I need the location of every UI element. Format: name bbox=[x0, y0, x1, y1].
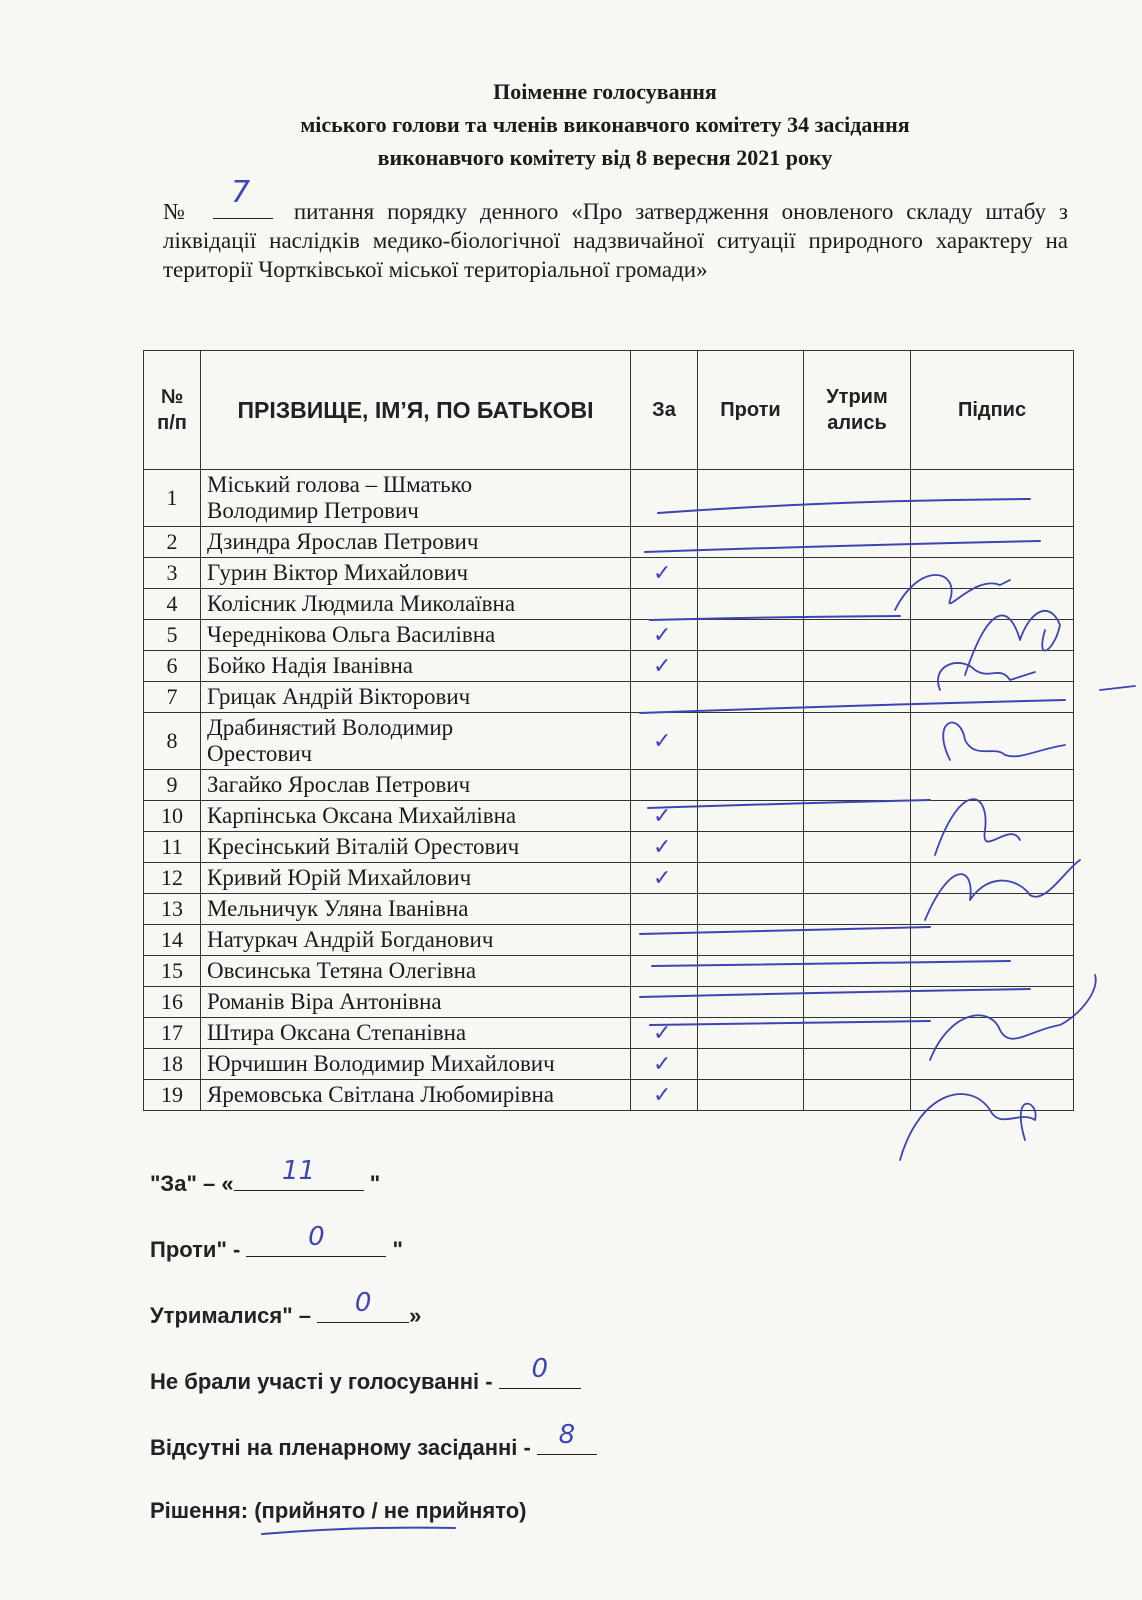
header-for: За bbox=[631, 351, 698, 470]
row-signature-cell bbox=[911, 801, 1074, 832]
row-abstained-cell bbox=[804, 1049, 911, 1080]
check-mark bbox=[631, 685, 653, 710]
row-abstained-cell bbox=[804, 620, 911, 651]
row-signature-cell bbox=[911, 713, 1074, 770]
row-num: 5 bbox=[144, 620, 201, 651]
row-abstained-cell bbox=[804, 801, 911, 832]
row-against-cell bbox=[698, 527, 804, 558]
row-name: Юрчишин Володимир Михайлович bbox=[201, 1049, 631, 1080]
row-num: 6 bbox=[144, 651, 201, 682]
check-mark bbox=[631, 928, 653, 953]
row-abstained-cell bbox=[804, 589, 911, 620]
row-abstained-cell bbox=[804, 558, 911, 589]
table-row bbox=[144, 620, 1074, 651]
row-signature-cell bbox=[911, 558, 1074, 589]
row-name: Овсинська Тетяна Олегівна bbox=[201, 956, 631, 987]
table-row bbox=[144, 682, 1074, 713]
check-mark bbox=[631, 897, 653, 922]
row-name: Череднікова Ольга Василівна bbox=[201, 620, 631, 651]
row-abstained-cell bbox=[804, 527, 911, 558]
row-against-cell bbox=[698, 987, 804, 1018]
row-for-cell bbox=[631, 558, 698, 589]
row-signature-cell bbox=[911, 470, 1074, 527]
row-for-cell bbox=[631, 863, 698, 894]
row-for-cell bbox=[631, 651, 698, 682]
question-number-field bbox=[213, 175, 273, 219]
row-against-cell bbox=[698, 863, 804, 894]
table-row bbox=[144, 1018, 1074, 1049]
row-num: 16 bbox=[144, 987, 201, 1018]
check-mark bbox=[631, 486, 653, 511]
row-for-cell bbox=[631, 925, 698, 956]
row-name-line-2: Володимир Петрович bbox=[207, 498, 419, 523]
check-mark: ✓ bbox=[653, 1021, 672, 1046]
row-for-cell bbox=[631, 682, 698, 713]
check-mark: ✓ bbox=[653, 804, 672, 829]
row-for-cell bbox=[631, 1049, 698, 1080]
row-name-line-1: Міський голова – Шматько bbox=[207, 472, 473, 497]
summary-for-value: 11 bbox=[282, 1156, 316, 1186]
agenda-question bbox=[163, 175, 1068, 284]
header-signature: Підпис bbox=[911, 351, 1074, 470]
row-signature-cell bbox=[911, 925, 1074, 956]
row-num: 19 bbox=[144, 1080, 201, 1111]
margin-dash bbox=[1100, 686, 1135, 690]
row-name: Мельничук Уляна Іванівна bbox=[201, 894, 631, 925]
row-abstained-cell bbox=[804, 863, 911, 894]
summary-against-value: 0 bbox=[308, 1222, 325, 1252]
row-abstained-cell bbox=[804, 832, 911, 863]
row-for-cell bbox=[631, 1018, 698, 1049]
row-abstained-cell bbox=[804, 1080, 911, 1111]
summary-decision-label: Рішення: (прийнято / не прийнято) bbox=[150, 1498, 527, 1523]
row-abstained-cell bbox=[804, 713, 911, 770]
row-signature-cell bbox=[911, 863, 1074, 894]
summary-abstained-field bbox=[317, 1288, 409, 1323]
row-against-cell bbox=[698, 894, 804, 925]
row-signature-cell bbox=[911, 1018, 1074, 1049]
row-signature-cell bbox=[911, 651, 1074, 682]
row-against-cell bbox=[698, 956, 804, 987]
row-signature-cell bbox=[911, 956, 1074, 987]
row-name: Яремовська Світлана Любомирівна bbox=[201, 1080, 631, 1111]
row-against-cell bbox=[698, 682, 804, 713]
check-mark: ✓ bbox=[653, 1052, 672, 1077]
table-row bbox=[144, 1080, 1074, 1111]
summary-against-close: " bbox=[386, 1237, 403, 1262]
row-abstained-cell bbox=[804, 956, 911, 987]
row-name bbox=[201, 470, 631, 527]
row-against-cell bbox=[698, 1018, 804, 1049]
row-signature-cell bbox=[911, 589, 1074, 620]
table-row bbox=[144, 863, 1074, 894]
row-num: 12 bbox=[144, 863, 201, 894]
row-signature-cell bbox=[911, 770, 1074, 801]
summary-for-field bbox=[234, 1156, 364, 1191]
row-against-cell bbox=[698, 770, 804, 801]
table-row bbox=[144, 713, 1074, 770]
summary-abstained-label: Утрималися" – bbox=[150, 1303, 318, 1328]
row-abstained-cell bbox=[804, 682, 911, 713]
table-row bbox=[144, 527, 1074, 558]
check-mark: ✓ bbox=[653, 561, 672, 586]
row-num: 8 bbox=[144, 713, 201, 770]
header-name: ПРІЗВИЩЕ, ІМ’Я, ПО БАТЬКОВІ bbox=[201, 351, 631, 470]
summary-for-label: "За" – « bbox=[150, 1171, 234, 1196]
row-num: 14 bbox=[144, 925, 201, 956]
row-name: Штира Оксана Степанівна bbox=[201, 1018, 631, 1049]
row-signature-cell bbox=[911, 1049, 1074, 1080]
row-against-cell bbox=[698, 1049, 804, 1080]
table-row bbox=[144, 925, 1074, 956]
row-abstained-cell bbox=[804, 651, 911, 682]
summary-against-field bbox=[246, 1222, 386, 1257]
table-row bbox=[144, 589, 1074, 620]
row-for-cell bbox=[631, 770, 698, 801]
row-signature-cell bbox=[911, 987, 1074, 1018]
row-num: 18 bbox=[144, 1049, 201, 1080]
table-row bbox=[144, 956, 1074, 987]
table-row bbox=[144, 894, 1074, 925]
row-for-cell bbox=[631, 987, 698, 1018]
table-row bbox=[144, 987, 1074, 1018]
row-num: 1 bbox=[144, 470, 201, 527]
row-num: 2 bbox=[144, 527, 201, 558]
row-name: Загайко Ярослав Петрович bbox=[201, 770, 631, 801]
summary-abstained-close: » bbox=[409, 1303, 422, 1328]
row-num: 17 bbox=[144, 1018, 201, 1049]
row-num: 7 bbox=[144, 682, 201, 713]
summary-not-voted bbox=[150, 1354, 581, 1395]
question-text: питання порядку денного «Про затвердження оновленого складу штабу з ліквідації наслідків медико-біологічної надзвичайної ситуації природного характеру на території Чортківської міської територіальної громади» bbox=[163, 199, 1068, 282]
check-mark bbox=[631, 959, 653, 984]
table-row bbox=[144, 1049, 1074, 1080]
header-abstained: Утрим ались bbox=[804, 351, 911, 470]
row-name: Кривий Юрій Михайлович bbox=[201, 863, 631, 894]
row-signature-cell bbox=[911, 620, 1074, 651]
table-row bbox=[144, 801, 1074, 832]
row-against-cell bbox=[698, 620, 804, 651]
row-against-cell bbox=[698, 1080, 804, 1111]
row-abstained-cell bbox=[804, 925, 911, 956]
check-mark bbox=[631, 592, 653, 617]
row-num: 15 bbox=[144, 956, 201, 987]
row-name: Натуркач Андрій Богданович bbox=[201, 925, 631, 956]
check-mark: ✓ bbox=[653, 729, 672, 754]
row-for-cell bbox=[631, 956, 698, 987]
row-name bbox=[201, 713, 631, 770]
row-name: Романів Віра Антонівна bbox=[201, 987, 631, 1018]
row-name: Грицак Андрій Вікторович bbox=[201, 682, 631, 713]
row-against-cell bbox=[698, 801, 804, 832]
row-abstained-cell bbox=[804, 987, 911, 1018]
row-against-cell bbox=[698, 713, 804, 770]
voting-table bbox=[143, 350, 1074, 1111]
row-for-cell bbox=[631, 894, 698, 925]
row-abstained-cell bbox=[804, 770, 911, 801]
summary-not-voted-field bbox=[499, 1354, 581, 1389]
row-name-line-2: Орестович bbox=[207, 741, 313, 766]
row-abstained-cell bbox=[804, 1018, 911, 1049]
row-signature-cell bbox=[911, 682, 1074, 713]
table-row bbox=[144, 470, 1074, 527]
row-for-cell bbox=[631, 470, 698, 527]
check-mark: ✓ bbox=[653, 654, 672, 679]
doc-title-line-3: виконавчого комітету від 8 вересня 2021 року bbox=[377, 145, 833, 170]
summary-against bbox=[150, 1222, 403, 1263]
check-mark: ✓ bbox=[653, 835, 672, 860]
check-mark: ✓ bbox=[653, 866, 672, 891]
header-num: № п/п bbox=[144, 351, 201, 470]
row-for-cell bbox=[631, 1080, 698, 1111]
row-for-cell bbox=[631, 620, 698, 651]
summary-for-close: " bbox=[363, 1171, 381, 1196]
row-name: Гурин Віктор Михайлович bbox=[201, 558, 631, 589]
row-num: 11 bbox=[144, 832, 201, 863]
summary-absent-label: Відсутні на пленарному засіданні - bbox=[150, 1435, 537, 1460]
row-against-cell bbox=[698, 651, 804, 682]
row-for-cell bbox=[631, 832, 698, 863]
summary-absent-value: 8 bbox=[558, 1420, 576, 1450]
row-name: Бойко Надія Іванівна bbox=[201, 651, 631, 682]
check-mark: ✓ bbox=[653, 1083, 672, 1108]
question-number-prefix: № bbox=[163, 199, 193, 224]
row-against-cell bbox=[698, 558, 804, 589]
header-against: Проти bbox=[698, 351, 804, 470]
row-num: 13 bbox=[144, 894, 201, 925]
row-for-cell bbox=[631, 527, 698, 558]
row-against-cell bbox=[698, 589, 804, 620]
check-mark: ✓ bbox=[653, 623, 672, 648]
row-name: Кресінський Віталій Орестович bbox=[201, 832, 631, 863]
doc-title-line-1: Поіменне голосування bbox=[493, 79, 717, 104]
summary-absent-field bbox=[537, 1420, 597, 1455]
row-num: 10 bbox=[144, 801, 201, 832]
row-for-cell bbox=[631, 801, 698, 832]
table-row bbox=[144, 651, 1074, 682]
row-num: 4 bbox=[144, 589, 201, 620]
row-abstained-cell bbox=[804, 894, 911, 925]
table-header-row bbox=[144, 351, 1074, 470]
summary-not-voted-value: 0 bbox=[531, 1354, 548, 1384]
row-name-line-1: Драбинястий Володимир bbox=[207, 715, 454, 740]
summary-against-label: Проти" - bbox=[150, 1237, 247, 1262]
row-signature-cell bbox=[911, 832, 1074, 863]
row-signature-cell bbox=[911, 894, 1074, 925]
check-mark bbox=[631, 990, 653, 1015]
row-name: Дзиндра Ярослав Петрович bbox=[201, 527, 631, 558]
question-number-handwritten: 7 bbox=[230, 175, 251, 210]
table-row bbox=[144, 558, 1074, 589]
row-against-cell bbox=[698, 470, 804, 527]
row-signature-cell bbox=[911, 1080, 1074, 1111]
row-name: Карпінська Оксана Михайлівна bbox=[201, 801, 631, 832]
check-mark bbox=[631, 530, 653, 555]
row-signature-cell bbox=[911, 527, 1074, 558]
row-num: 9 bbox=[144, 770, 201, 801]
row-against-cell bbox=[698, 925, 804, 956]
summary-decision bbox=[150, 1498, 526, 1524]
row-abstained-cell bbox=[804, 470, 911, 527]
row-num: 3 bbox=[144, 558, 201, 589]
summary-abstained bbox=[150, 1288, 422, 1329]
check-mark bbox=[631, 773, 653, 798]
summary-absent bbox=[150, 1420, 597, 1461]
table-row bbox=[144, 832, 1074, 863]
summary-abstained-value: 0 bbox=[354, 1288, 372, 1318]
summary-for bbox=[150, 1156, 381, 1197]
table-row bbox=[144, 770, 1074, 801]
row-name: Колісник Людмила Миколаївна bbox=[201, 589, 631, 620]
row-for-cell bbox=[631, 589, 698, 620]
decision-underline bbox=[262, 1528, 455, 1534]
row-for-cell bbox=[631, 713, 698, 770]
summary-not-voted-label: Не брали участі у голосуванні - bbox=[150, 1369, 499, 1394]
doc-title-line-2: міського голови та членів виконавчого комітету 34 засідання bbox=[300, 112, 910, 137]
row-against-cell bbox=[698, 832, 804, 863]
